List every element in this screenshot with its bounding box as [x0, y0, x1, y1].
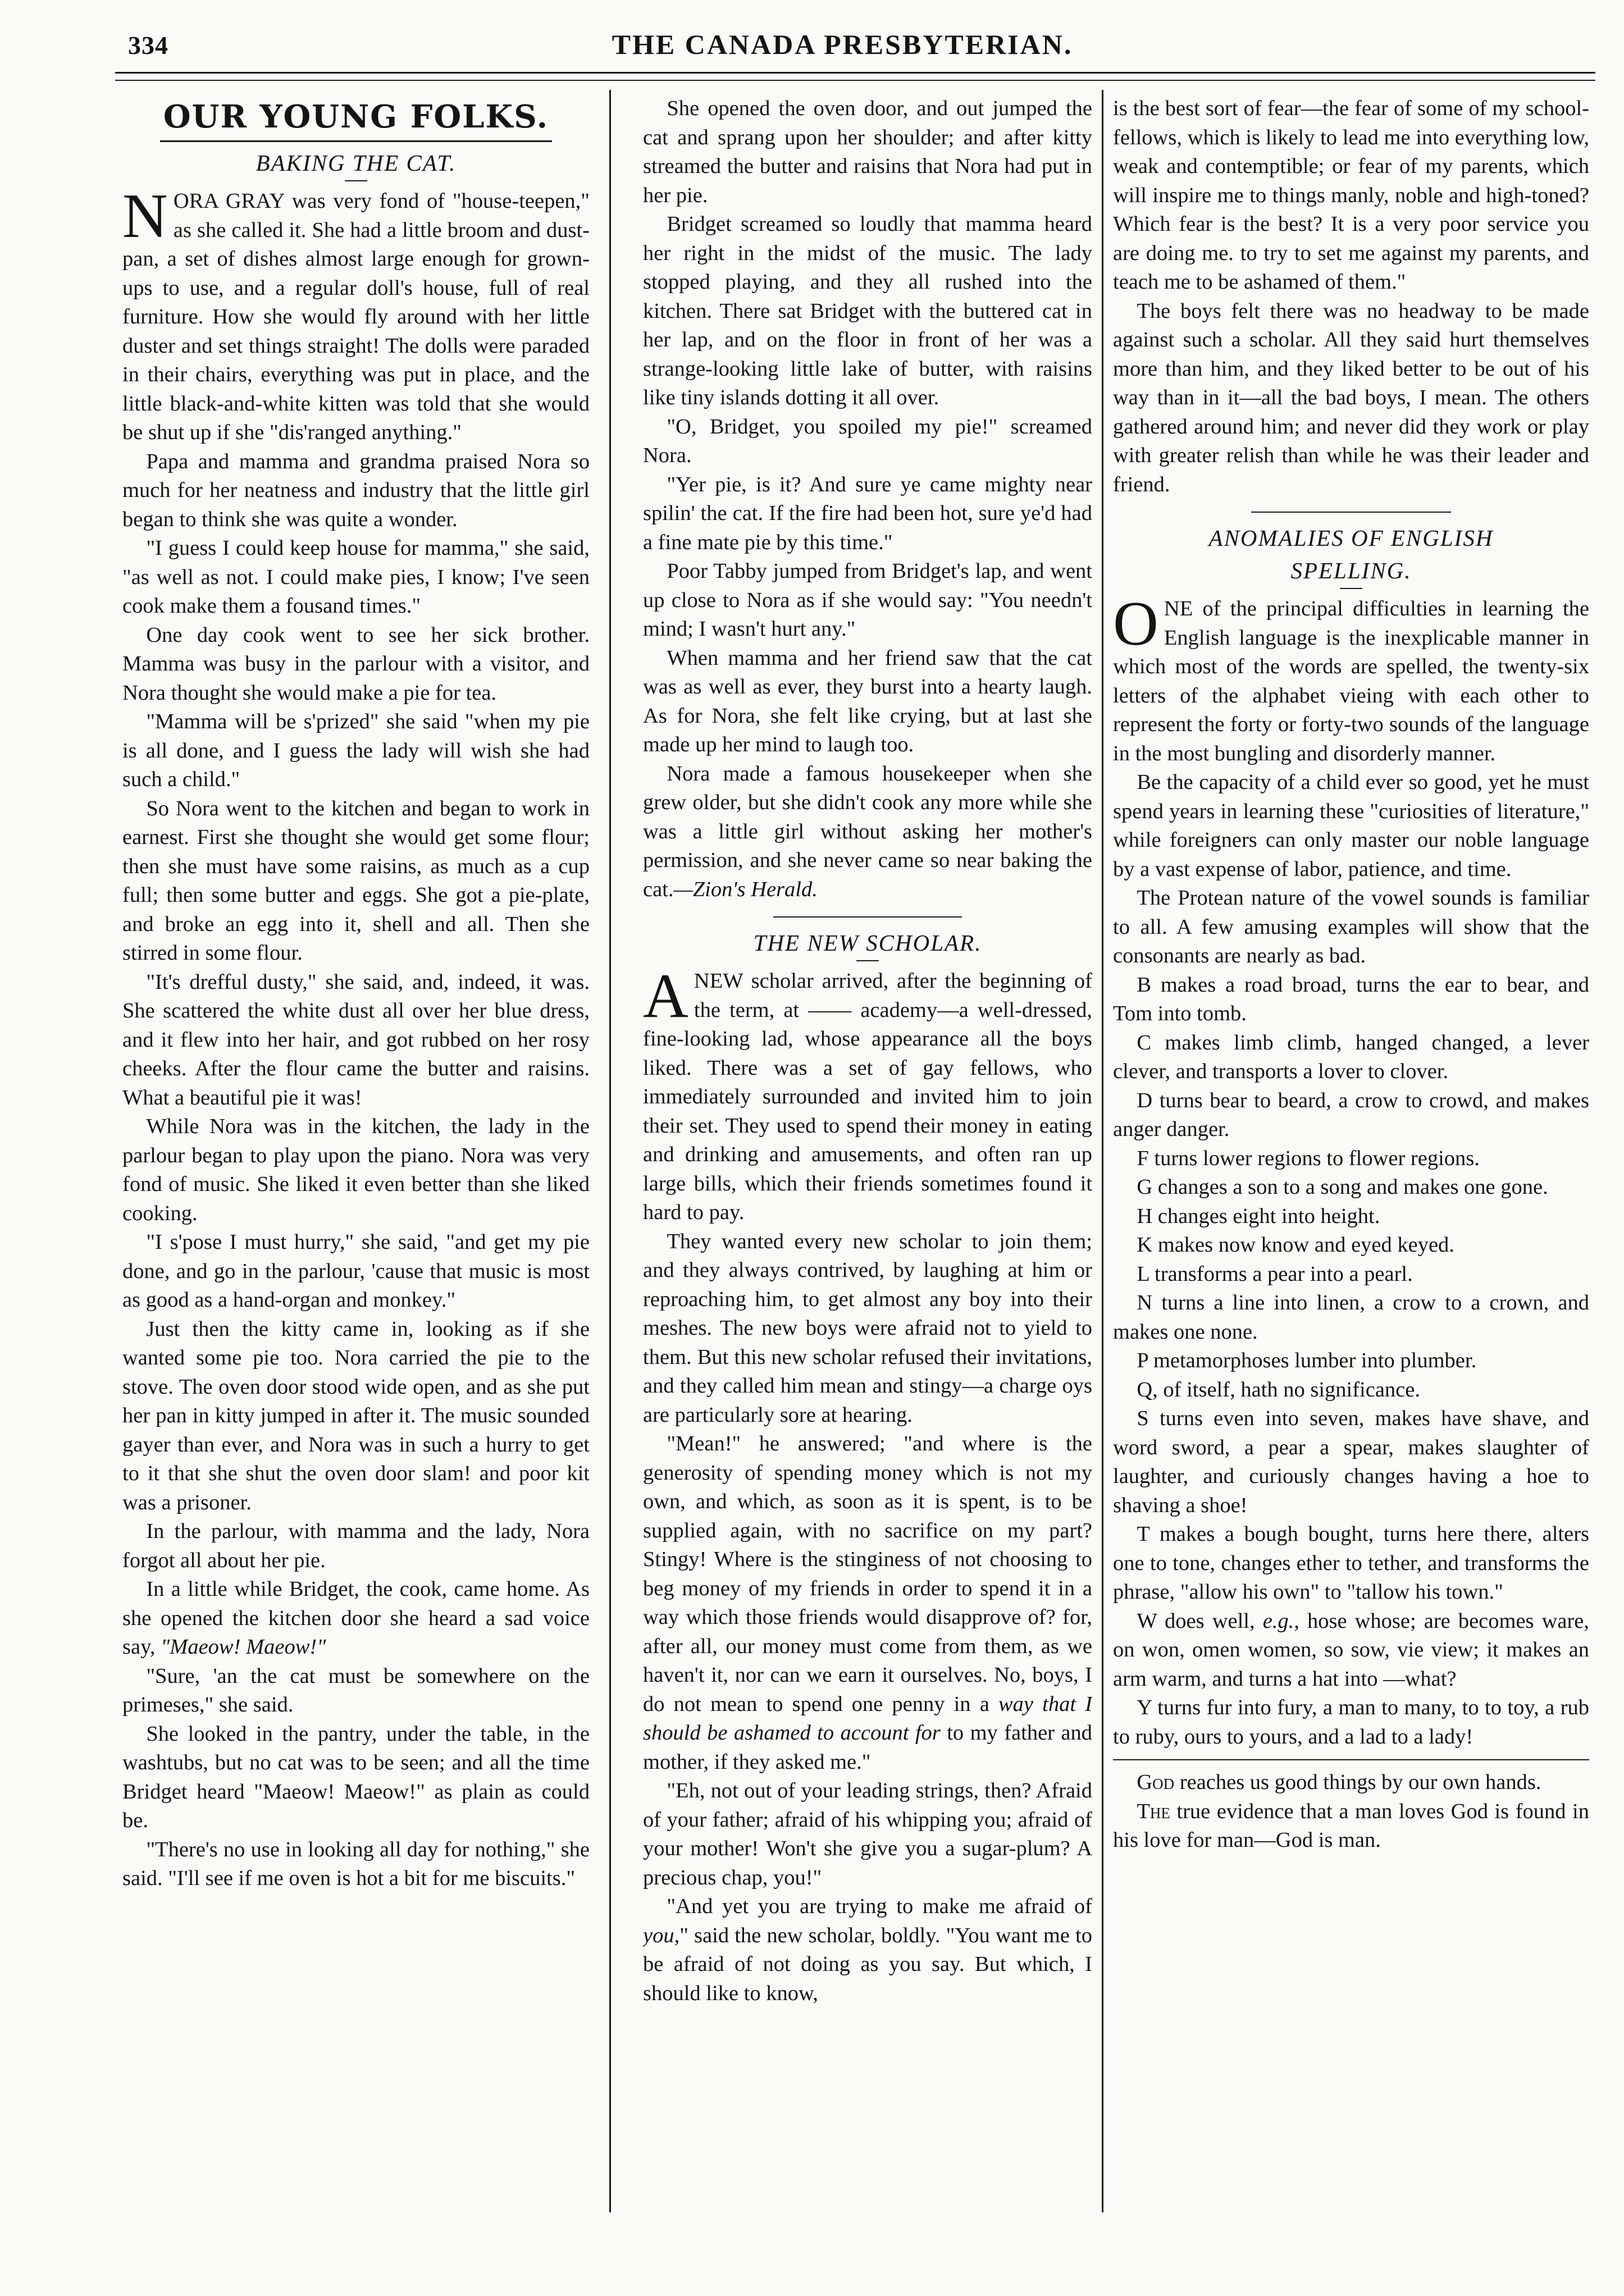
paragraph: While Nora was in the kitchen, the lady in the parlour began to play upon the piano. Nora was very fond of music. She liked it even better than she liked cooking. — [122, 1115, 590, 1225]
title-rule — [1340, 588, 1362, 589]
article-title-line-2: SPELLING. — [1290, 558, 1412, 583]
list-item — [1113, 1607, 1589, 1694]
paragraph: "Sure, 'an the cat must be somewhere on the primeses," she said. — [122, 1664, 590, 1717]
article-title: BAKING THE CAT. — [256, 150, 457, 176]
paragraph: Papa and mamma and grandma praised Nora so much for her neatness and industry that the little girl began to think she was quite a wonder. — [122, 449, 590, 531]
paragraph-text: to my father and mother, if they asked me." — [643, 1721, 1092, 1774]
header-rule-double — [115, 80, 1595, 81]
paragraph: So Nora went to the kitchen and began to work in earnest. First she thought she would get some flour; then she must have some raisins, as much as a cup full; then some butter and eggs. She got a pie-plate, and broke an egg into it, shell and all. Then she stirred in some flour. — [122, 796, 590, 965]
paragraph-text: reaches us good things by our own hands. — [1174, 1770, 1541, 1794]
paragraph-text: NE of the principal difficulties in learning the English language is the inexplicable manner in which most of the words are spelled, the twenty-six letters of the alphabet vieing with each other to represent the forty or forty-two sounds of the language in the most bungling and disorderly manner. — [1113, 597, 1589, 765]
paragraph: "Mamma will be s'prized" she said "when my pie is all done, and I guess the lady will wish she had such a child." — [122, 710, 590, 791]
paragraph-text: true evidence that a man loves God is found in his love for man—God is man. — [1113, 1799, 1589, 1852]
paragraph: When mamma and her friend saw that the cat was as well as ever, they burst into a hearty laugh. As for Nora, she felt like crying, but at last she made up her mind to laugh too. — [643, 646, 1092, 756]
drop-cap: O — [1113, 589, 1158, 659]
paragraph-text: Nora made a famous housekeeper when she grew older, but she didn't cook any more while she was a little girl without asking her mother's permission, and she never came so near baking the cat. — [643, 761, 1092, 901]
paragraph: Be the capacity of a child ever so good, yet he must spend years in learning these "curiosities of literature," while foreigners can only master our noble language by a vast expense of labor, patience, and time. — [1113, 770, 1589, 881]
paragraph-text: ORA GRAY was very fond of "house-teepen," as she called it. She had a little broom and dust-pan, a set of dishes almost large enough for grown-ups to use, and a regular doll's house, full of real furniture. How she would fly around with her little duster and set things straight! The dolls were paraded in their chairs, everything was put in place, and the little black-and-white kitten was told that she would be shut up if she "dis'ranged anything." — [122, 189, 590, 444]
title-rule — [345, 180, 367, 181]
paragraph: "There's no use in looking all day for nothing," she said. "I'll see if me oven is hot a bit for me biscuits." — [122, 1837, 590, 1890]
list-item: Y turns fur into fury, a man to many, to to toy, a rub to ruby, ours to yours, and a lad to a lady! — [1113, 1696, 1589, 1749]
paragraph: "Eh, not out of your leading strings, then? Afraid of your father; afraid of his whipping you; afraid of your mother! Won't she give you a sugar-plum? A precious chap, you!" — [643, 1779, 1092, 1889]
list-item: T makes a bough bought, turns here there, alters one to tone, changes ether to tether, and transforms the phrase, "allow his own" to "tallow his town." — [1113, 1522, 1589, 1604]
article-title: THE NEW SCHOLAR. — [753, 930, 982, 956]
paragraph: is the best sort of fear—the fear of some of my school-fellows, which is likely to lead me into everything low, weak and contemptible; or fear of my parents, which will inspire me to things manly, noble and high-toned? Which fear is the best? It is a very poor service you are doing me. to try to set me against my parents, and teach me to be ashamed of them." — [1113, 97, 1589, 294]
list-item: H changes eight into height. — [1137, 1204, 1380, 1228]
header-rule — [115, 72, 1595, 74]
paragraph: They wanted every new scholar to join them; and they always contrived, by laughing at him or reproaching him, to get almost any boy into their meshes. The new boys were afraid not to yield to them. But this new scholar refused their invitations, and they called him mean and stingy—a charge oys are particularly sore at hearing. — [643, 1229, 1092, 1427]
list-item: N turns a line into linen, a crow to a crown, and makes one none. — [1113, 1291, 1589, 1344]
list-item: G changes a son to a song and makes one gone. — [1137, 1175, 1548, 1199]
paragraph: "I s'pose I must hurry," she said, "and get my pie done, and go in the parlour, 'cause that music is most as good as a hand-organ and monkey." — [122, 1230, 590, 1312]
masthead: THE CANADA PRESBYTERIAN. — [612, 29, 1073, 60]
article-title: ANOMALIES OF ENGLISH — [1208, 525, 1494, 551]
paragraph-text: , hose whose; are becomes ware, on won, omen women, so sow, vie view; it makes an arm warm, and turns a hat into —what? — [1113, 1609, 1589, 1691]
column-3 — [1113, 94, 1589, 2239]
column-1 — [122, 94, 590, 2239]
paragraph: In the parlour, with mamma and the lady, Nora forgot all about her pie. — [122, 1519, 590, 1572]
paragraph — [122, 1575, 590, 1662]
italic-text: e.g. — [1262, 1609, 1294, 1633]
paragraph-text: W does well, — [1137, 1609, 1255, 1633]
column-divider — [609, 90, 611, 2212]
quoted-text: "Maeow! Maeow!" — [161, 1635, 326, 1659]
paragraph-text: "And yet you are trying to make me afraid of — [667, 1895, 1092, 1918]
paragraph: Poor Tabby jumped from Bridget's lap, and went up close to Nora as if she would say: "You needn't mind; I wasn't hurt any." — [643, 559, 1092, 641]
list-item: F turns lower regions to flower regions. — [1137, 1146, 1480, 1170]
filler-paragraph — [1113, 1797, 1589, 1855]
department-rule — [160, 140, 553, 142]
drop-cap: N — [122, 181, 168, 251]
column-divider — [1102, 90, 1103, 2212]
paragraph: The boys felt there was no headway to be made against such a scholar. All they said hurt themselves more than him, and they liked better to be out of his way than in it—all the bad boys, I mean. The others gathered around him; and never did they work or play with greater relish than while he was their leader and friend. — [1113, 299, 1589, 496]
list-item: K makes now know and eyed keyed. — [1137, 1233, 1454, 1257]
paragraph-text: NEW scholar arrived, after the beginning of the term, at —— academy—a well-dressed, fine-looking lad, whose appearance all the boys liked. There was a set of gay fellows, who immediately surrounded and invited him to join their set. They used to spend their money in eating and drinking and amusements, and often ran up large bills, which their friends sometimes found it hard to pay. — [643, 969, 1092, 1224]
paragraph: "Yer pie, is it? And sure ye came mighty near spilin' the cat. If the fire had been hot, sure ye'd had a fine mate pie by this time." — [643, 472, 1092, 554]
paragraph — [643, 961, 1092, 1227]
paragraph: She opened the oven door, and out jumped the cat and sprang upon her shoulder; and after kitty streamed the butter and raisins that Nora had put in her pie. — [643, 97, 1092, 207]
paragraph — [643, 1892, 1092, 2008]
list-item: S turns even into seven, makes have shave, and word sword, a pear a spear, makes slaughter of laughter, and curiously changes having a hoe to shaving a shoe! — [1113, 1407, 1589, 1517]
article-separator — [1251, 512, 1451, 513]
paragraph — [643, 1430, 1092, 1777]
list-item: D turns bear to beard, a crow to crowd, and makes anger danger. — [1113, 1088, 1589, 1141]
paragraph-text: " said the new scholar, boldly. "You want me to be afraid of not doing as you say. But which, I should like to know, — [643, 1923, 1092, 2005]
drop-cap: A — [643, 961, 688, 1031]
lead-word: God — [1137, 1770, 1175, 1794]
paragraph: "I guess I could keep house for mamma," she said, "as well as not. I could make pies, I know; I've seen cook make them a fousand times." — [122, 536, 590, 618]
department-heading: OUR YOUNG FOLKS. — [163, 98, 549, 135]
paragraph-text: "Mean!" he answered; "and where is the generosity of spending money which is not my own, and which, as soon as it is spent, is to be supplied again, with no sacrifice on my part? Stingy! Where is the stinginess of not choosing to beg money of my friends in order to spend it in a way which those friends would disapprove of? for, after all, our money must come from them, as we haven't it, nor can we earn it ourselves. No, boys, I do not mean to spend one penny in a — [643, 1432, 1092, 1716]
filler-paragraph — [1113, 1768, 1589, 1797]
source-credit: —Zion's Herald. — [673, 877, 818, 901]
paragraph — [1113, 589, 1589, 768]
list-item: Q, of itself, hath no significance. — [1137, 1377, 1420, 1402]
list-item: P metamorphoses lumber into plumber. — [1137, 1349, 1477, 1372]
paragraph: Just then the kitty came in, looking as if she wanted some pie too. Nora carried the pie to the stove. The oven door stood wide open, and as she put her pan in kitty jumped in after it. The music sounded gayer than ever, and Nora was in such a hurry to get to it that she shut the oven door slam! and poor kit was a prisoner. — [122, 1317, 590, 1514]
article-separator — [773, 916, 962, 918]
italic-text: you, — [643, 1923, 680, 1947]
list-item: L transforms a pear into a pearl. — [1137, 1262, 1413, 1286]
paragraph — [122, 181, 590, 448]
column-2 — [643, 94, 1092, 2239]
paragraph-text: In a little while Bridget, the cook, came home. As she opened the kitchen door she heard a sad voice say, — [122, 1577, 590, 1659]
paragraph: The Protean nature of the vowel sounds is familiar to all. A few amusing examples will show that the consonants are nearly as bad. — [1113, 886, 1589, 967]
page-number: 334 — [128, 31, 168, 60]
paragraph: Bridget screamed so loudly that mamma heard her right in the midst of the music. The lady stopped playing, and they all rushed into the kitchen. There sat Bridget with the buttered cat in her lap, and on the floor in front of her was a strange-looking little lake of butter, with raisins like tiny islands dotting it all over. — [643, 212, 1092, 409]
italic-text: way that I should be ashamed to account for — [643, 1692, 1092, 1745]
paragraph: One day cook went to see her sick brother. Mamma was busy in the parlour with a visitor, and Nora thought she would make a pie for tea. — [122, 623, 590, 705]
paragraph: She looked in the pantry, under the table, in the washtubs, but no cat was to be seen; and all the time Bridget heard "Maeow! Maeow!" as plain as could be. — [122, 1722, 590, 1832]
list-item: B makes a road broad, turns the ear to bear, and Tom into tomb. — [1113, 973, 1589, 1025]
paragraph — [643, 760, 1092, 905]
title-rule — [856, 960, 879, 961]
filler-separator — [1113, 1759, 1589, 1760]
lead-word: The — [1137, 1799, 1170, 1823]
paragraph: "It's drefful dusty," she said, and, indeed, it was. She scattered the white dust all over her blue dress, and it flew into her hair, and got rubbed on her rosy cheeks. After the flour came the butter and raisins. What a beautiful pie it was! — [122, 970, 590, 1110]
paragraph: "O, Bridget, you spoiled my pie!" screamed Nora. — [643, 414, 1092, 467]
list-item: C makes limb climb, hanged changed, a lever clever, and transports a lover to clover. — [1113, 1030, 1589, 1083]
